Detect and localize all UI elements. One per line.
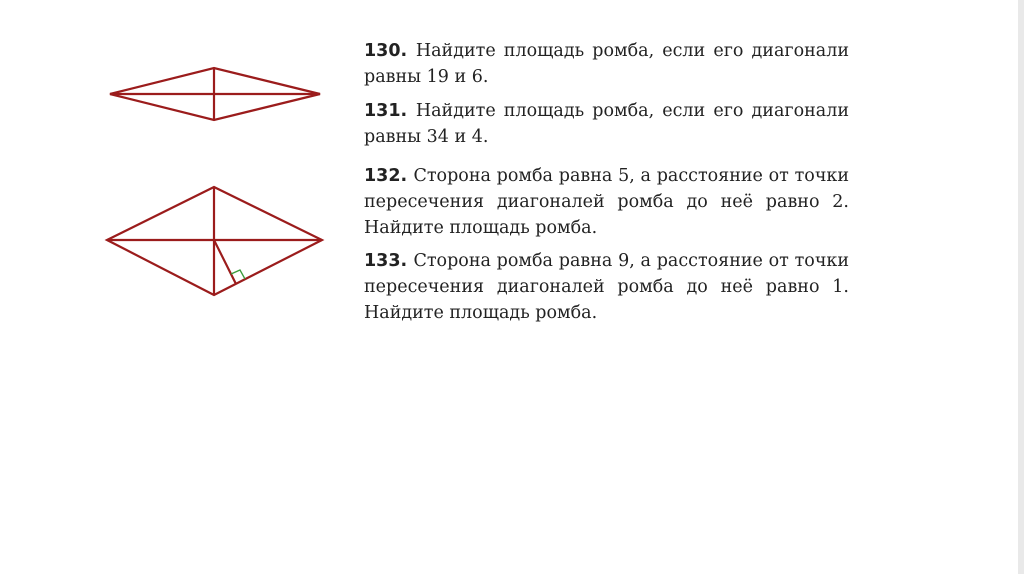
- rhombus-figure-with-height: [100, 180, 330, 305]
- problem-text: Найдите площадь ромба, если его диагонали равны 19 и 6.: [364, 41, 849, 87]
- perpendicular-to-side: [214, 240, 236, 284]
- problem-number: 132.: [364, 166, 414, 186]
- problem-number: 133.: [364, 251, 414, 271]
- problem-130: [364, 38, 849, 90]
- problem-text: Найдите площадь ромба, если его диагонали равны 34 и 4.: [364, 101, 849, 147]
- problem-text: Сторона ромба равна 9, а расстояние от точки пересечения диагоналей ромба до неё равно 1. Найдите площадь ромба.: [364, 251, 849, 323]
- problem-number: 130.: [364, 41, 416, 61]
- problem-number: 131.: [364, 101, 416, 121]
- problem-131: [364, 98, 849, 150]
- rhombus-figure-flat: [100, 60, 330, 130]
- problem-132: [364, 163, 849, 241]
- problem-text: Сторона ромба равна 5, а расстояние от точки пересечения диагоналей ромба до неё равно 2. Найдите площадь ромба.: [364, 166, 849, 238]
- problem-133: [364, 248, 849, 326]
